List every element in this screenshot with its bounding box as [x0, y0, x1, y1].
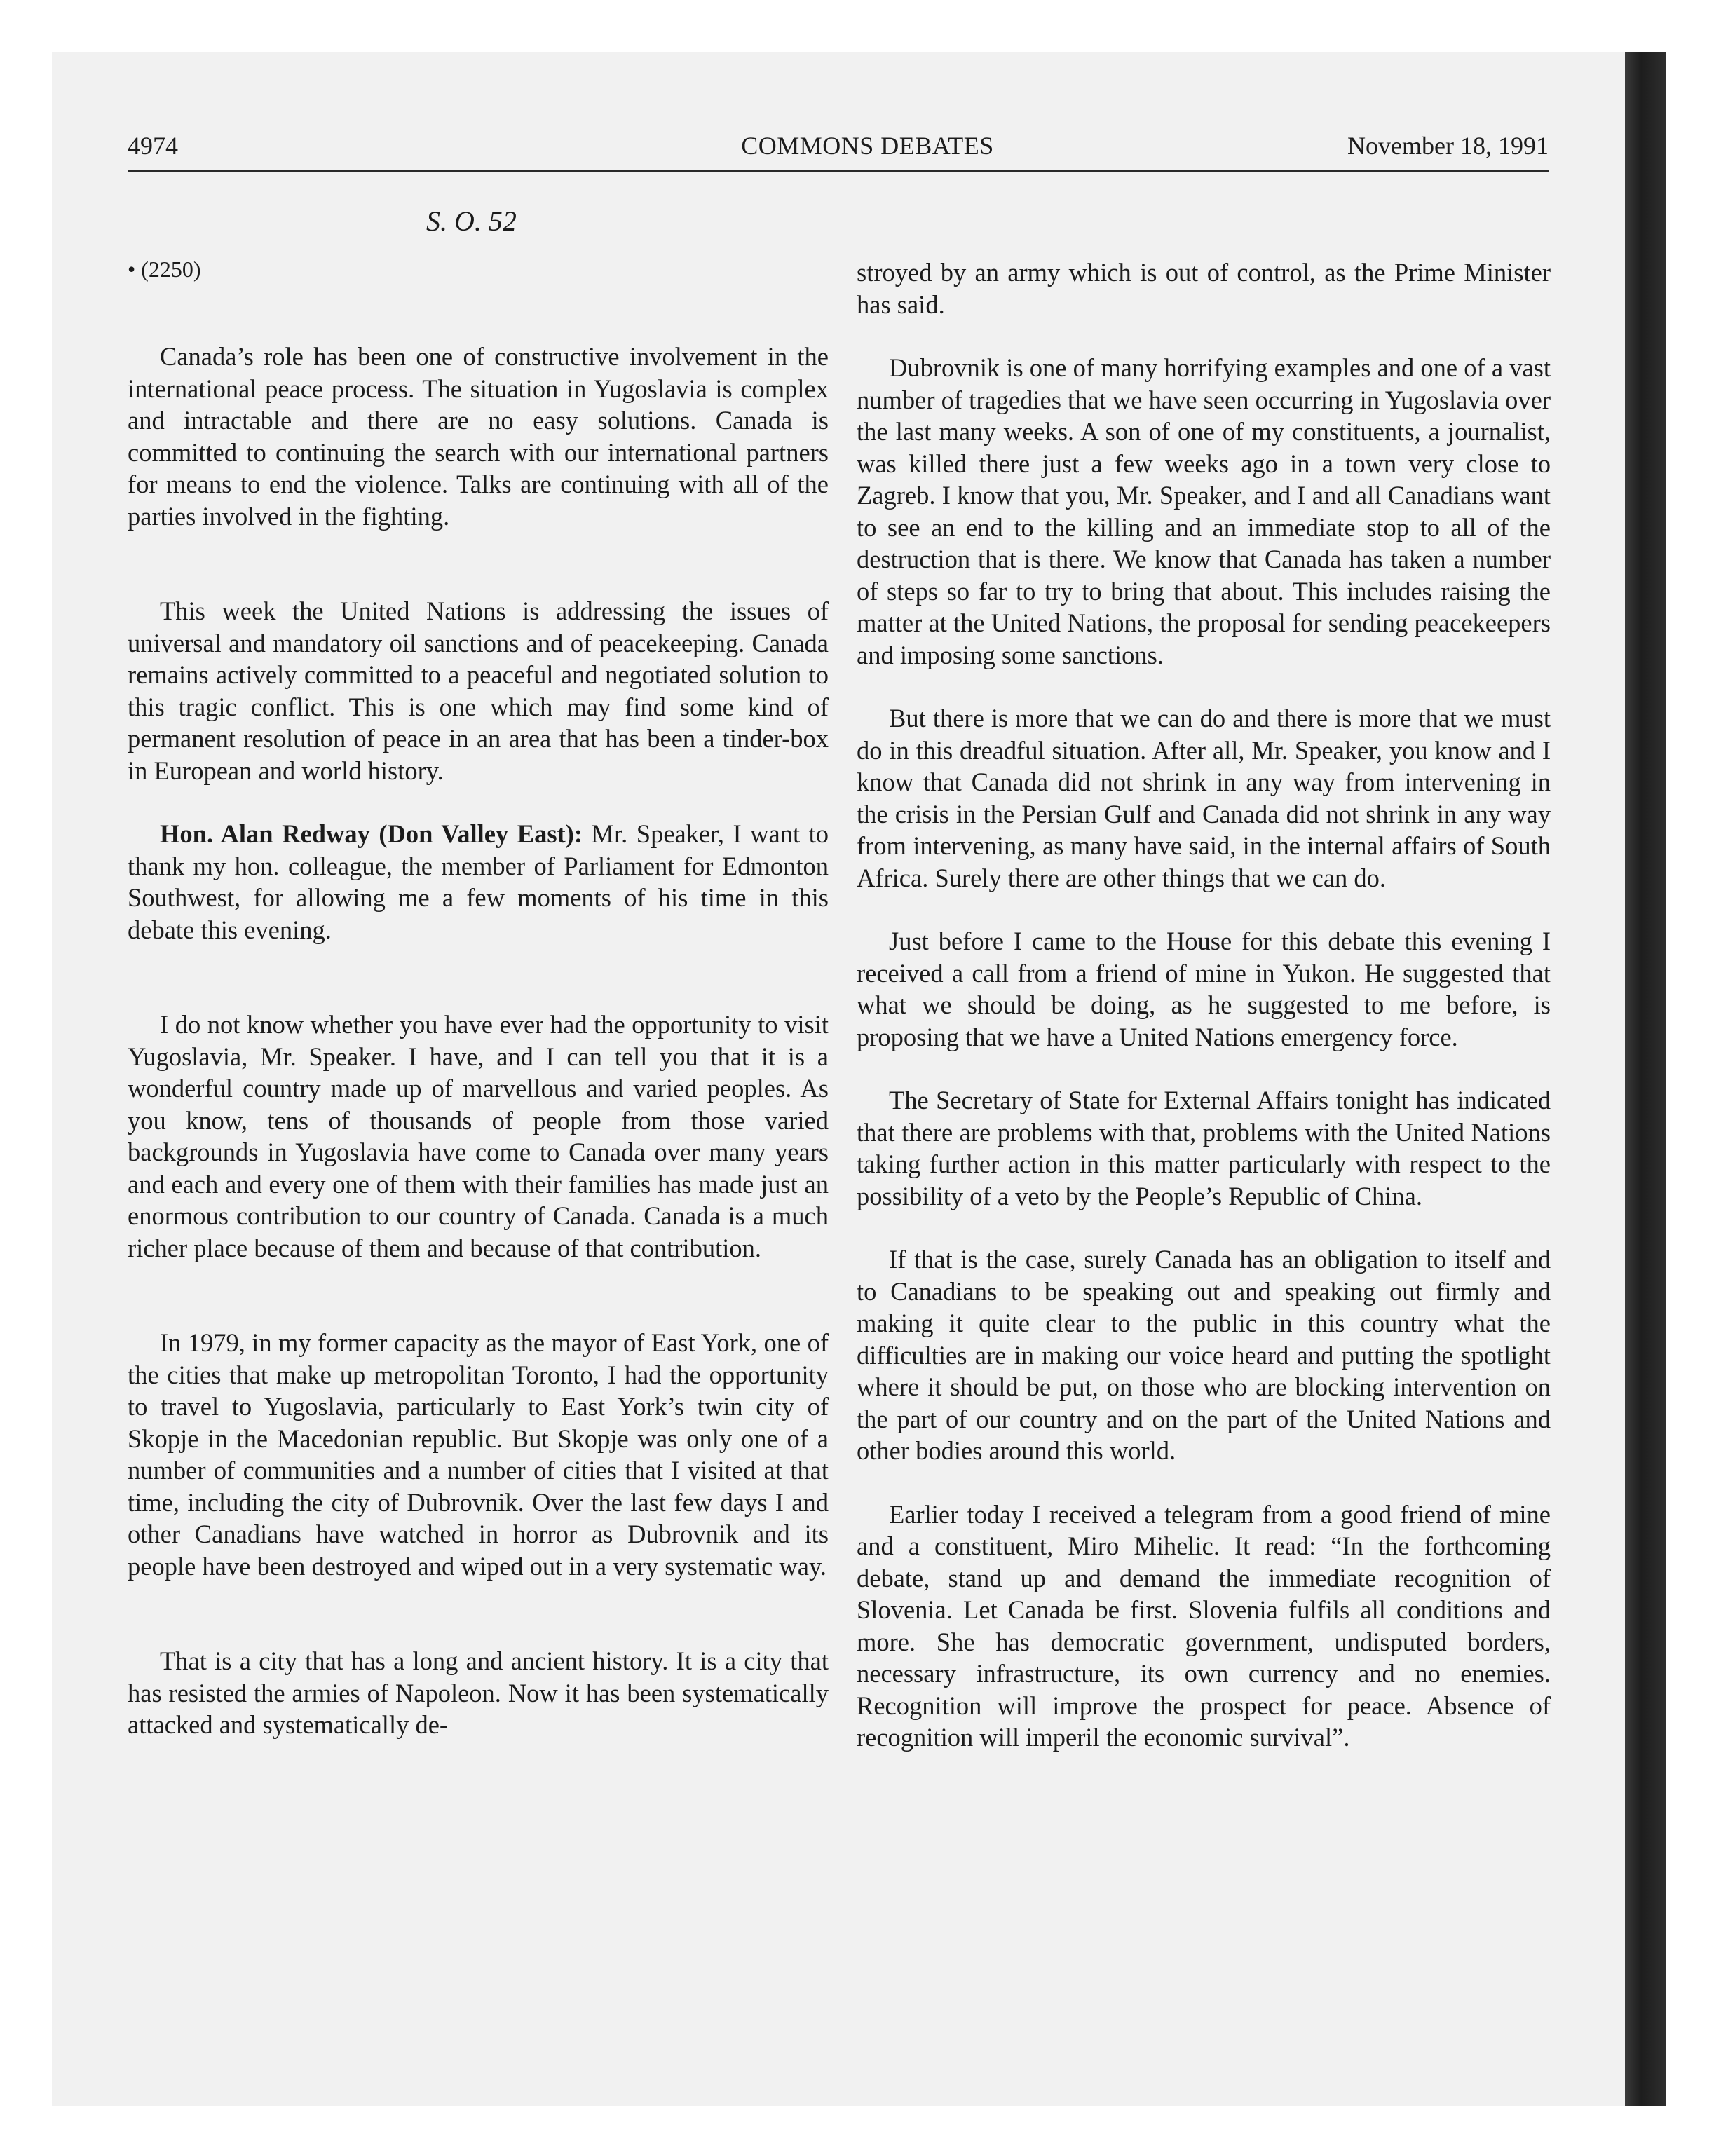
paragraph: I do not know whether you have ever had the opportunity to visit Yugoslavia, Mr. Speaker. I have, and I can tell you that it is a wonderful country made up of marvellous and varied peoples. As you know, tens of thousands of people from those varied backgrounds in Yugoslavia have come to Canada over many years and each and every one of them with their families has made just an enormous contribution to our country of Canada. Canada is a much richer place because of them and because of that contribution. [128, 1010, 829, 1262]
paragraph: Earlier today I received a telegram from a good friend of mine and a constituent, Miro Mihelic. It read: “In the forthcoming debate, stand up and demand the immediate recognition of Slovenia. Let Canada be first. Slovenia fulfils all conditions and more. She has democratic government, undisputed borders, necessary infrastructure, its own currency and no enemies. Recognition will improve the prospect for peace. Absence of recognition will imperil the economic survival”. [857, 1499, 1551, 1752]
paragraph-continuation: stroyed by an army which is out of control, as the Prime Minister has said. [857, 258, 1551, 319]
time-marker: • (2250) [128, 257, 201, 282]
paragraph: Canada’s role has been one of constructive involvement in the international peace process. The situation in Yugoslavia is complex and intractable and there are no easy solutions. Canada is committed to continuing the search with our international partners for means to end the violence. Talks are continuing with all of the parties involved in the fighting. [128, 342, 829, 531]
left-column [128, 341, 829, 1773]
paragraph: This week the United Nations is addressing the issues of universal and mandatory oil sanctions and of peacekeeping. Canada remains actively committed to a peaceful and negotiated solution to this tragic conflict. This is one which may find some kind of permanent resolution of peace in an area that has been a tinder-box in European and world history. [128, 596, 829, 785]
paragraph: That is a city that has a long and ancient history. It is a city that has resisted the armies of Napoleon. Now it has been systematically attacked and systematically de- [128, 1646, 829, 1739]
scan-dark-edge [1625, 52, 1666, 2106]
standing-order-heading: S. O. 52 [426, 205, 517, 237]
paragraph: Just before I came to the House for this debate this evening I received a call from a friend of mine in Yukon. He suggested that what we should be doing, as he suggested to me before, is proposing that we have a United Nations emergency force. [857, 927, 1551, 1051]
header-rule [128, 170, 1549, 172]
page-number: 4974 [128, 132, 178, 160]
paragraph: The Secretary of State for External Affairs tonight has indicated that there are problems with that, problems with the United Nations taking further action in this matter particularly with respect to the possibility of a veto by the People’s Republic of China. [857, 1086, 1551, 1210]
publication-title: COMMONS DEBATES [741, 132, 994, 160]
paragraph: If that is the case, surely Canada has an obligation to itself and to Canadians to be speaking out and speaking out firmly and making it quite clear to the public in this country what the difficulties are in making our voice heard and putting the spotlight where it should be put, on those who are blocking intervention on the part of our country and on the part of the United Nations and other bodies around this world. [857, 1245, 1551, 1465]
speaker-name: Hon. Alan Redway (Don Valley East): [160, 819, 583, 848]
paragraph: In 1979, in my former capacity as the mayor of East York, one of the cities that make up metropolitan Toronto, I had the opportunity to travel to Yugoslavia, particularly to East York’s twin city of Skopje in the Macedonian republic. But Skopje was only one of a number of communities and a number of cities that I visited at that time, including the city of Dubrovnik. Over the last few days I and other Canadians have watched in horror as Dubrovnik and its people have been destroyed and wiped out in a very systematic way. [128, 1328, 829, 1581]
speaker-paragraph [128, 818, 829, 946]
speaker-text: Mr. Speaker, I want to thank my hon. colleague, the member of Parliament for Edmonton Southwest, for allowing me a few moments of his time in this debate this evening. [128, 819, 829, 944]
right-column [857, 257, 1551, 1785]
paragraph: But there is more that we can do and there is more that we must do in this dreadful situation. After all, Mr. Speaker, you know and I know that Canada did not shrink in any way from intervening in the crisis in the Persian Gulf and Canada did not shrink in any way from intervening, as many have said, in the internal affairs of South Africa. Surely there are other things that we can do. [857, 704, 1551, 892]
paragraph: Dubrovnik is one of many horrifying examples and one of a vast number of tragedies that we have seen occurring in Yugoslavia over the last many weeks. A son of one of my constituents, a journalist, was killed there just a few weeks ago in a town very close to Zagreb. I know that you, Mr. Speaker, and I and all Canadians want to see an end to the killing and an immediate stop to all of the destruction that is there. We know that Canada has taken a number of steps so far to try to bring that about. This includes raising the matter at the United Nations, the proposal for sending peacekeepers and imposing some sanctions. [857, 353, 1551, 669]
page-date: November 18, 1991 [1347, 132, 1549, 160]
